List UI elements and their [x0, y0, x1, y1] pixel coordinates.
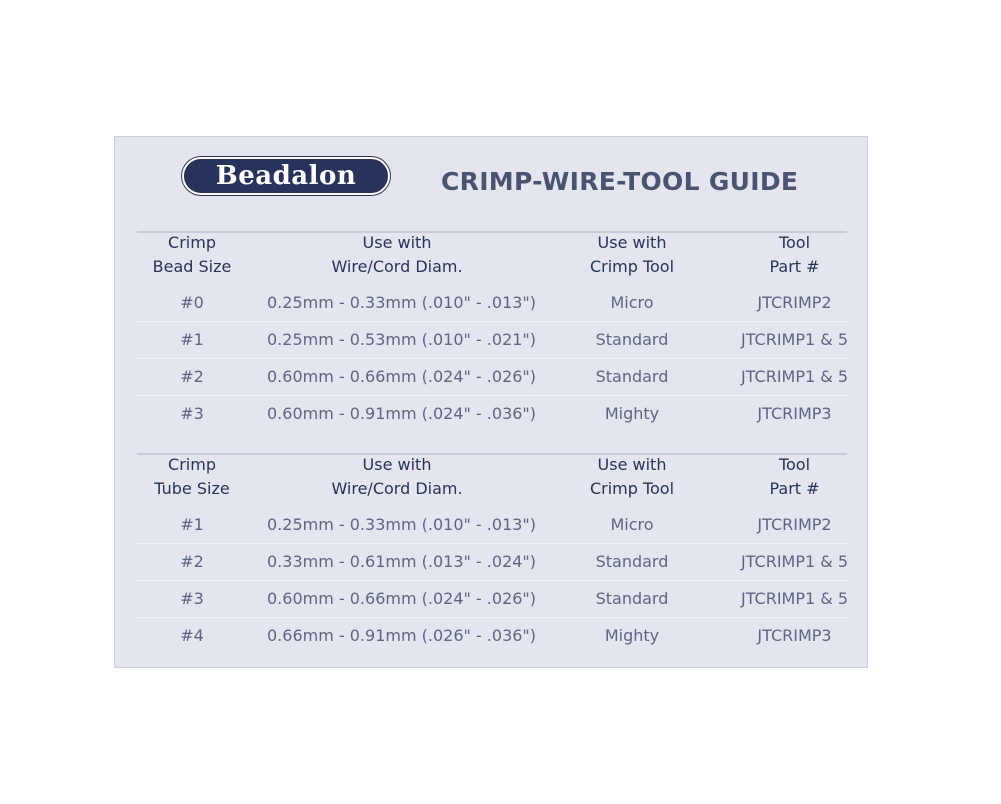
header-part-number: Tool Part # — [769, 455, 820, 498]
header-wire-diam: Use with Wire/Cord Diam. — [331, 233, 463, 276]
table-row — [137, 544, 847, 581]
size-cell: #0 — [180, 293, 204, 312]
tool-cell: Standard — [595, 589, 669, 608]
diam-cell: 0.60mm - 0.66mm (.024" - .026") — [267, 589, 537, 608]
header-bead-size: Crimp Bead Size — [152, 233, 232, 276]
crimp-bead-section — [137, 233, 847, 432]
part-cell: JTCRIMP1 & 5 — [740, 367, 849, 386]
part-cell: JTCRIMP3 — [757, 404, 832, 423]
size-cell: #1 — [180, 515, 204, 534]
size-cell: #3 — [180, 404, 204, 423]
beadalon-logo — [182, 157, 390, 195]
diam-cell: 0.60mm - 0.91mm (.024" - .036") — [267, 404, 537, 423]
diam-cell: 0.25mm - 0.33mm (.010" - .013") — [267, 515, 537, 534]
crimp-tube-section — [137, 455, 847, 654]
table-row — [137, 359, 847, 396]
header-crimp-tool: Use with Crimp Tool — [589, 233, 675, 276]
bead-table-body — [137, 285, 847, 432]
size-cell: #2 — [180, 367, 204, 386]
table-row — [137, 507, 847, 544]
part-cell: JTCRIMP2 — [757, 293, 832, 312]
bead-table-header — [137, 233, 847, 285]
size-cell: #2 — [180, 552, 204, 571]
size-cell: #4 — [180, 626, 204, 645]
diam-cell: 0.25mm - 0.53mm (.010" - .021") — [267, 330, 537, 349]
size-cell: #3 — [180, 589, 204, 608]
header-divider — [137, 453, 847, 455]
tube-table-body — [137, 507, 847, 654]
tool-cell: Standard — [595, 367, 669, 386]
table-row — [137, 581, 847, 618]
header-part-number: Tool Part # — [769, 233, 820, 276]
part-cell: JTCRIMP1 & 5 — [740, 552, 849, 571]
table-row — [137, 396, 847, 432]
tool-cell: Micro — [610, 515, 654, 534]
diam-cell: 0.66mm - 0.91mm (.026" - .036") — [267, 626, 537, 645]
size-cell: #1 — [180, 330, 204, 349]
tool-cell: Micro — [610, 293, 654, 312]
tool-cell: Mighty — [604, 404, 660, 423]
table-row — [137, 322, 847, 359]
part-cell: JTCRIMP3 — [757, 626, 832, 645]
brand-name: Beadalon — [215, 161, 357, 191]
tool-cell: Standard — [595, 330, 669, 349]
header-crimp-tool: Use with Crimp Tool — [589, 455, 675, 498]
diam-cell: 0.25mm - 0.33mm (.010" - .013") — [267, 293, 537, 312]
diam-cell: 0.33mm - 0.61mm (.013" - .024") — [267, 552, 537, 571]
part-cell: JTCRIMP2 — [757, 515, 832, 534]
tool-cell: Standard — [595, 552, 669, 571]
header-tube-size: Crimp Tube Size — [154, 455, 230, 498]
crimp-guide-card — [114, 136, 868, 668]
tool-cell: Mighty — [604, 626, 660, 645]
tube-table-header — [137, 455, 847, 507]
guide-title: CRIMP-WIRE-TOOL GUIDE — [441, 167, 799, 196]
part-cell: JTCRIMP1 & 5 — [740, 330, 849, 349]
part-cell: JTCRIMP1 & 5 — [740, 589, 849, 608]
diam-cell: 0.60mm - 0.66mm (.024" - .026") — [267, 367, 537, 386]
header-wire-diam: Use with Wire/Cord Diam. — [331, 455, 463, 498]
table-row — [137, 285, 847, 322]
header-divider — [137, 231, 847, 233]
table-row — [137, 618, 847, 654]
